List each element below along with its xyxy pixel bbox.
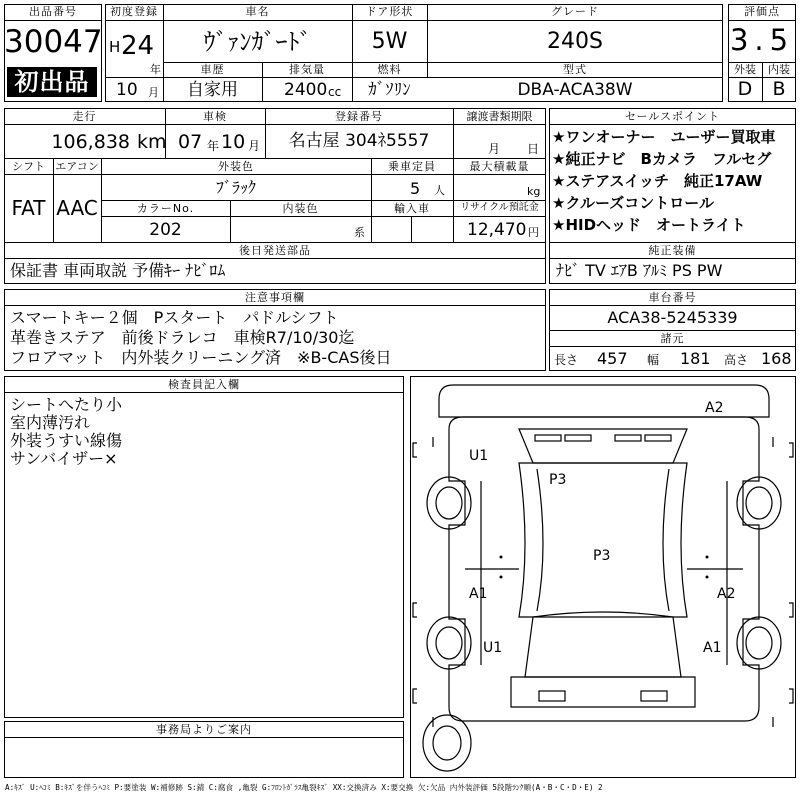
first-listing-badge: 初出品 xyxy=(7,67,97,97)
max-load-label: 最大積載量 xyxy=(469,160,530,173)
damage-mark: U1 xyxy=(483,640,503,656)
transfer-label: 譲渡書類期限 xyxy=(466,110,533,123)
history: 自家用 xyxy=(187,80,238,100)
damage-mark: P3 xyxy=(549,472,567,488)
displacement-unit: cc xyxy=(328,85,342,99)
fuel-label: 燃料 xyxy=(377,63,402,76)
grade: 240S xyxy=(547,29,603,54)
mileage-unit: km xyxy=(137,131,167,153)
score-label: 評価点 xyxy=(744,5,780,18)
car-name: ｳﾞｧﾝｶﾞｰﾄﾞ xyxy=(203,28,312,56)
ac: AAC xyxy=(56,196,98,220)
later-parts-label: 後日発送部品 xyxy=(239,244,311,257)
inspector-note: 室内薄汚れ xyxy=(10,413,91,432)
inspector-note: サンバイザー× xyxy=(10,449,118,468)
displacement: 2400 xyxy=(284,80,328,100)
door-type: 5W xyxy=(371,29,408,54)
sales-point: ★ステアスイッチ 純正17AW xyxy=(552,172,763,190)
recycle-label: リサイクル預託金 xyxy=(460,202,539,213)
inspector-note: シートへたり小 xyxy=(10,395,123,414)
first-reg-year-unit: 年 xyxy=(150,63,161,76)
interior-color-label: 内装色 xyxy=(282,202,319,215)
score-value: 3.5 xyxy=(729,23,795,57)
recycle-fee: 12,470 xyxy=(467,220,527,240)
shift: FAT xyxy=(11,196,46,220)
sales-point: ★クルーズコントロール xyxy=(552,194,714,212)
interior-score-label: 内装 xyxy=(768,63,790,76)
note-line: スマートキー２個 Pスタート パドルシフト xyxy=(10,308,339,327)
inspection-year-unit: 年 xyxy=(207,139,220,153)
equipment: ﾅﾋﾞ TV ｴｱB ｱﾙﾐ PS PW xyxy=(556,261,723,280)
inspection-year: 07 xyxy=(178,131,203,153)
color-code-label: カラーNo. xyxy=(136,202,195,215)
transfer-day-unit: 日 xyxy=(527,142,540,156)
exterior-score: D xyxy=(737,78,753,100)
fuel: ｶﾞｿﾘﾝ xyxy=(368,80,411,100)
note-line: 革巻きステア 前後ドラレコ 車検R7/10/30迄 xyxy=(10,328,355,347)
damage-mark: A1 xyxy=(703,640,722,656)
equipment-label: 純正装備 xyxy=(648,244,697,257)
sales-point: ★HIDヘッド オートライト xyxy=(552,216,746,234)
first-reg-month-unit: 月 xyxy=(148,86,159,99)
note-line: フロアマット 内外装クリーニング済 ※B-CAS後日 xyxy=(10,348,392,367)
inspection-label: 車検 xyxy=(203,110,227,123)
length: 457 xyxy=(597,349,628,368)
history-label: 車歴 xyxy=(200,63,225,76)
first-reg-month: 10 xyxy=(116,80,138,100)
model-label: 型式 xyxy=(563,63,587,76)
model: DBA-ACA38W xyxy=(517,80,633,100)
legend: A:ｷｽﾞ U:ﾍｺﾐ B:ｷｽﾞを伴うﾍｺﾐ P:要塗装 W:補修跡 S:錆 C:腐食 ,亀裂 G:ﾌﾛﾝﾄｶﾞﾗｽ亀裂ｷｽﾞ XX:交換済み X:要交換 欠:欠品 内外装評価 5段階ﾗﾝｸ順(A・B・C・D・E) 2 xyxy=(5,783,603,792)
specs-label: 諸元 xyxy=(660,332,685,345)
capacity: 5 xyxy=(410,179,421,198)
sales-point: ★ワンオーナー ユーザー買取車 xyxy=(552,128,776,146)
capacity-label: 乗車定員 xyxy=(388,160,436,173)
interior-score: B xyxy=(772,78,786,100)
height: 168 xyxy=(761,349,792,368)
transfer-month-unit: 月 xyxy=(488,142,501,156)
grade-label: グレード xyxy=(551,5,599,18)
interior-color-suffix: 系 xyxy=(354,226,365,239)
car-name-label: 車名 xyxy=(245,5,270,18)
damage-mark: A2 xyxy=(705,400,724,416)
damage-mark: P3 xyxy=(593,548,611,564)
door-label: ドア形状 xyxy=(365,5,414,18)
first-reg-era: H xyxy=(109,38,121,56)
lot-label: 出品番号 xyxy=(29,5,77,18)
damage-mark: U1 xyxy=(469,448,489,464)
capacity-unit: 人 xyxy=(434,184,445,197)
max-load-unit: kg xyxy=(527,185,541,198)
shift-label: シフト xyxy=(12,160,45,173)
car-diagram-svg xyxy=(411,377,795,777)
color-code: 202 xyxy=(149,220,182,240)
mileage: 106,838 xyxy=(51,131,130,153)
displacement-label: 排気量 xyxy=(289,63,325,76)
sales-point: ★純正ナビ Bカメラ フルセグ xyxy=(552,150,772,168)
chassis-label: 車台番号 xyxy=(648,291,697,304)
mileage-label: 走行 xyxy=(72,110,97,123)
inspection-month: 10 xyxy=(221,131,246,153)
length-label: 長さ xyxy=(554,353,579,367)
first-reg-label: 初度登録 xyxy=(110,5,158,18)
chassis-number: ACA38-5245339 xyxy=(607,308,738,327)
car-diagram xyxy=(410,376,796,778)
damage-mark: A1 xyxy=(469,586,488,602)
inspection-month-unit: 月 xyxy=(248,139,261,153)
height-label: 高さ xyxy=(724,353,749,367)
width-label: 幅 xyxy=(647,353,660,367)
import-label: 輸入車 xyxy=(394,202,430,215)
ac-label: エアコン xyxy=(55,160,99,173)
exterior-score-label: 外装 xyxy=(734,63,756,76)
damage-mark: A2 xyxy=(717,586,736,602)
plate-number: 名古屋 304ﾈ5557 xyxy=(288,131,430,151)
later-parts: 保証書 車両取説 予備ｷｰ ﾅﾋﾞﾛﾑ xyxy=(10,261,226,280)
recycle-unit: 円 xyxy=(528,226,539,239)
first-reg-year: 24 xyxy=(121,31,155,61)
sales-points-label: セールスポイント xyxy=(624,110,720,123)
lot-number: 30047 xyxy=(4,24,103,60)
inspector-label: 検査員記入欄 xyxy=(168,378,240,391)
notes-label: 注意事項欄 xyxy=(245,291,305,304)
plate-label: 登録番号 xyxy=(335,110,383,123)
office-label: 事務局よりご案内 xyxy=(156,723,252,736)
exterior-color: ﾌﾞﾗｯｸ xyxy=(215,178,256,197)
width: 181 xyxy=(680,349,711,368)
exterior-color-label: 外装色 xyxy=(218,160,254,173)
inspector-note: 外装うすい線傷 xyxy=(10,431,123,450)
